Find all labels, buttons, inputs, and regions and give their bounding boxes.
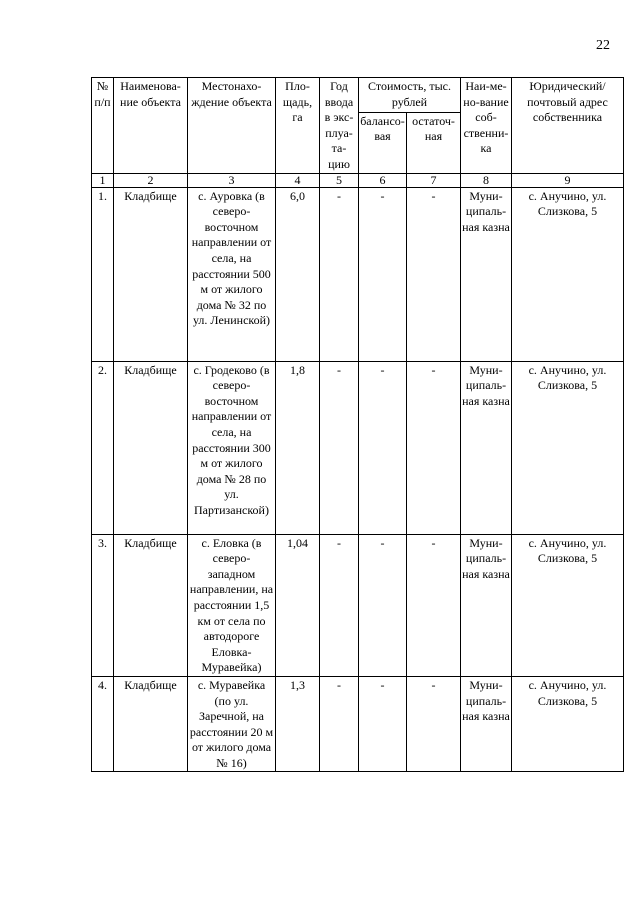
header-name: Наименова-ние объекта [114, 78, 188, 174]
cell-cost-residual: - [407, 676, 461, 772]
cell-name: Кладбище [114, 187, 188, 361]
table-row [92, 676, 624, 772]
cell-name: Кладбище [114, 361, 188, 534]
header-year: Год ввода в экс-плуа-та-цию [320, 78, 359, 174]
cell-owner-name: Муни-ципаль-ная казна [461, 187, 512, 361]
header-row-1 [92, 78, 624, 113]
cell-owner-address: с. Анучино, ул. Слизкова, 5 [512, 361, 624, 534]
cell-num: 1. [92, 187, 114, 361]
column-number-6: 6 [359, 173, 407, 187]
cell-year: - [320, 187, 359, 361]
property-registry-table [91, 77, 624, 772]
cell-area: 6,0 [276, 187, 320, 361]
header-cost-group: Стоимость, тыс. рублей [359, 78, 461, 113]
header-cost-balance: балансо-вая [359, 112, 407, 173]
cell-area: 1,8 [276, 361, 320, 534]
cell-owner-address: с. Анучино, ул. Слизкова, 5 [512, 534, 624, 676]
column-number-9: 9 [512, 173, 624, 187]
cell-owner-name: Муни-ципаль-ная казна [461, 534, 512, 676]
cell-cost-residual: - [407, 187, 461, 361]
cell-cost-balance: - [359, 676, 407, 772]
table-row [92, 187, 624, 361]
column-number-4: 4 [276, 173, 320, 187]
column-number-5: 5 [320, 173, 359, 187]
cell-location: с. Ауровка (в северо-восточном направлении от села, на расстоянии 500 м от жилого дома № 32 по ул. Ленинской) [188, 187, 276, 361]
cell-area: 1,04 [276, 534, 320, 676]
column-number-7: 7 [407, 173, 461, 187]
header-owner-address: Юридический/ почтовый адрес собственника [512, 78, 624, 174]
cell-owner-address: с. Анучино, ул. Слизкова, 5 [512, 187, 624, 361]
cell-year: - [320, 676, 359, 772]
header-area: Пло-щадь, га [276, 78, 320, 174]
cell-location: с. Гродеково (в северо-восточном направлении от села, на расстоянии 300 м от жилого дома № 28 по ул. Партизанской) [188, 361, 276, 534]
column-number-3: 3 [188, 173, 276, 187]
column-number-8: 8 [461, 173, 512, 187]
cell-owner-name: Муни-ципаль-ная казна [461, 361, 512, 534]
cell-cost-balance: - [359, 361, 407, 534]
cell-owner-address: с. Анучино, ул. Слизкова, 5 [512, 676, 624, 772]
cell-location: с. Муравейка (по ул. Заречной, на расстоянии 20 м от жилого дома № 16) [188, 676, 276, 772]
cell-num: 2. [92, 361, 114, 534]
cell-cost-balance: - [359, 534, 407, 676]
column-number-2: 2 [114, 173, 188, 187]
column-numbers-row [92, 173, 624, 187]
column-number-1: 1 [92, 173, 114, 187]
page-number: 22 [596, 38, 610, 53]
header-location: Местонахо-ждение объекта [188, 78, 276, 174]
table-row [92, 534, 624, 676]
cell-num: 3. [92, 534, 114, 676]
cell-location: с. Еловка (в северо-западном направлении, на расстоянии 1,5 км от села по автодороге Еловка-Муравейка) [188, 534, 276, 676]
cell-name: Кладбище [114, 534, 188, 676]
header-num: № п/п [92, 78, 114, 174]
cell-owner-name: Муни-ципаль-ная казна [461, 676, 512, 772]
cell-cost-balance: - [359, 187, 407, 361]
cell-num: 4. [92, 676, 114, 772]
cell-year: - [320, 361, 359, 534]
cell-area: 1,3 [276, 676, 320, 772]
cell-year: - [320, 534, 359, 676]
table-row [92, 361, 624, 534]
header-owner-name: Наи-ме-но-вание соб-ственни-ка [461, 78, 512, 174]
header-cost-residual: остаточ-ная [407, 112, 461, 173]
cell-cost-residual: - [407, 361, 461, 534]
cell-name: Кладбище [114, 676, 188, 772]
cell-cost-residual: - [407, 534, 461, 676]
